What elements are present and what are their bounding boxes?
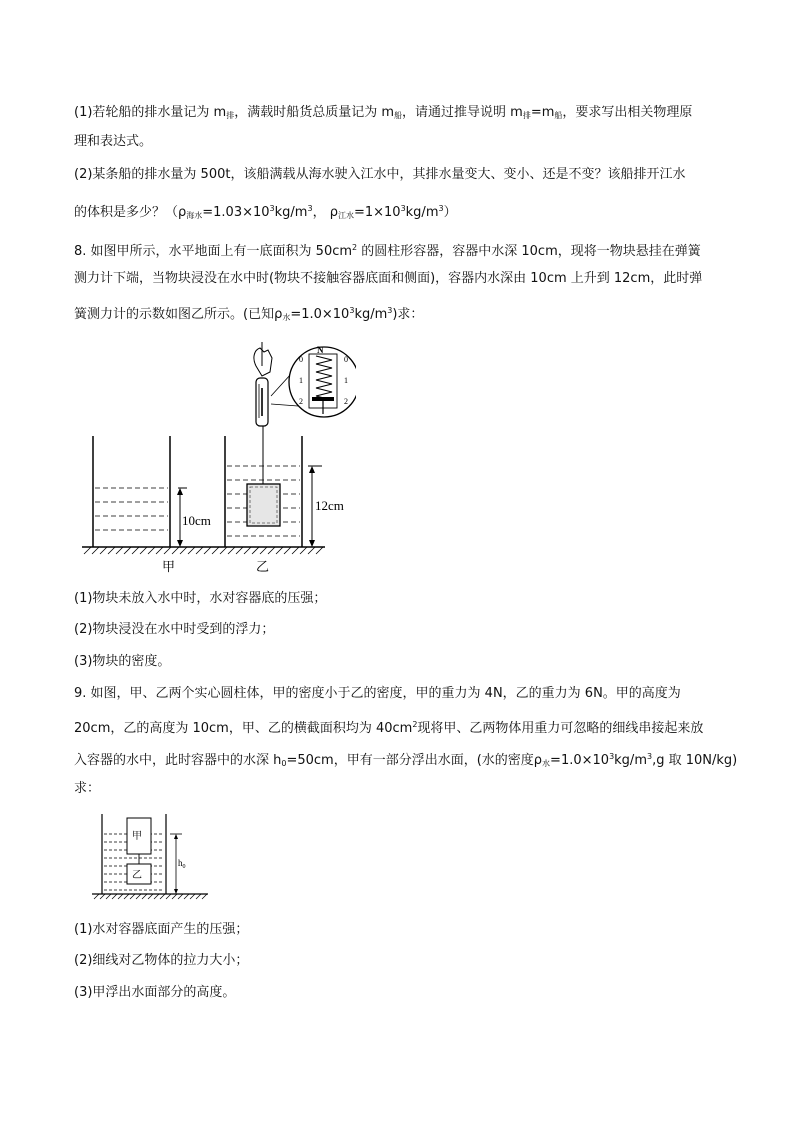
q8-scale-tick-1-right: 1: [344, 376, 348, 385]
q9-sub-question-3: (3)甲浮出水面部分的高度。: [74, 985, 236, 1000]
q8-stem-line3: 簧测力计的示数如图乙所示。(已知$\rho_水=1.0\times 10^3kg/m^3$)求：: [74, 306, 424, 322]
q8-sub-question-3: (3)物块的密度。: [74, 654, 171, 669]
q8-figure: [76, 338, 356, 578]
q7-part1-line1: (1)若轮船的排水量记为 $m_排$，满载时船货总质量记为 $m_船$，请通过推导说明 $m_排=m_船$，要求写出相关物理原: [74, 105, 693, 120]
q8-stem-line2: 测力计下端，当物块浸没在水中时(物块不接触容器底面和侧面)，容器内水深由 10cm 上升到 12cm，此时弹: [74, 271, 703, 286]
q8-sub-question-1: (1)物块未放入水中时，水对容器底的压强；: [74, 591, 327, 606]
q9-sub-question-1: (1)水对容器底面产生的压强；: [74, 922, 249, 937]
q8-scale-tick-2: 2: [299, 397, 303, 406]
q8-scale-unit: N: [317, 345, 324, 355]
q9-figure: [90, 808, 220, 908]
q9-label-h: $h_0$: [178, 858, 186, 870]
q9-sub-question-2: (2)细线对乙物体的拉力大小；: [74, 953, 249, 968]
q8-scale-tick-2-right: 2: [344, 397, 348, 406]
q9-stem-line2: 20cm，乙的高度为 10cm，甲、乙的横截面积均为 $40cm^2$现将甲、乙两物体用重力可忽略的细线串接起来放: [74, 720, 704, 736]
q8-depth-label-left: 10cm: [182, 513, 211, 528]
q9-stem-line4: 求：: [74, 781, 101, 796]
q8-label-yi: 乙: [256, 560, 270, 575]
q9-label-jia: 甲: [132, 831, 142, 842]
q8-label-jia: 甲: [162, 560, 176, 575]
q8-scale-tick-0: 0: [299, 355, 303, 364]
q8-scale-tick-1: 1: [299, 376, 303, 385]
q7-part2-line2: 的体积是多少？（$\rho_{海水}=1.03\times 10^3kg/m^3$， $\rho_{江水}=1\times 10^3kg/m^3$）: [74, 204, 457, 220]
q8-sub-question-2: (2)物块浸没在水中时受到的浮力；: [74, 622, 275, 637]
q7-part1-line2: 理和表达式。: [74, 134, 153, 149]
q9-stem-line3: 入容器的水中，此时容器中的水深 $h_0=50cm$，甲有一部分浮出水面，(水的密度$\rho_水=1.0\times 10^3kg/m^3,g$ 取 10N/kg): [74, 752, 738, 768]
q8-stem-line1: 8. 如图甲所示，水平地面上有一底面积为 $50cm^2$ 的圆柱形容器，容器中水深 10cm，现将一物块悬挂在弹簧: [74, 243, 701, 259]
q9-label-yi: 乙: [132, 870, 142, 881]
q7-part2-line1: (2)某条船的排水量为 500t，该船满载从海水驶入江水中，其排水量变大、变小、还是不变？该船排开江水: [74, 167, 686, 182]
q9-stem-line1: 9. 如图，甲、乙两个实心圆柱体，甲的密度小于乙的密度，甲的重力为 4N，乙的重力为 6N。甲的高度为: [74, 686, 681, 701]
q8-depth-label-right: 12cm: [315, 498, 344, 513]
q8-scale-tick-0-right: 0: [344, 355, 348, 364]
